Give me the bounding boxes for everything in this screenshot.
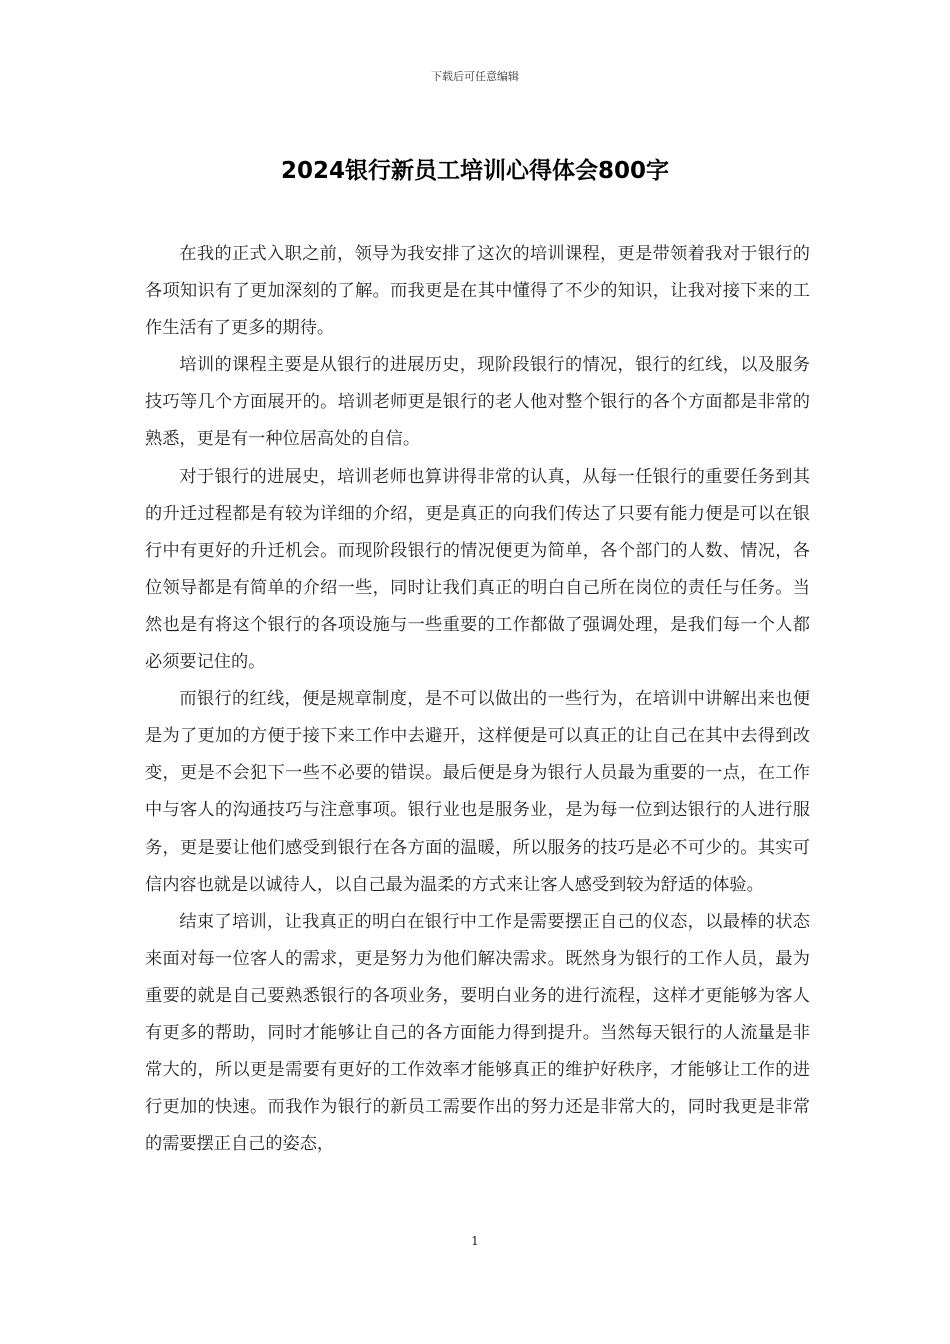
document-body: [145, 236, 810, 1163]
paragraph: 对于银行的进展史，培训老师也算讲得非常的认真，从每一任银行的重要任务到其的升迁过程都是有较为详细的介绍，更是真正的向我们传达了只要有能力便是可以在银行中有更好的升迁机会。而现阶段银行的情况便更为简单，各个部门的人数、情况，各位领导都是有简单的介绍一些，同时让我们真正的明白自己所在岗位的责任与任务。当然也是有将这个银行的各项设施与一些重要的工作都做了强调处理，是我们每一个人都必须要记住的。: [145, 466, 810, 673]
page-number: 1: [471, 1234, 479, 1248]
paragraph: 结束了培训，让我真正的明白在银行中工作是需要摆正自己的仪态，以最棒的状态来面对每一位客人的需求，更是努力为他们解决需求。既然身为银行的工作人员，最为重要的就是自己要熟悉银行的各项业务，要明白业务的进行流程，这样才更能够为客人有更多的帮助，同时才能够让自己的各方面能力得到提升。当然每天银行的人流量是非常大的，所以更是需要有更好的工作效率才能够真正的维护好秩序，才能够让工作的进行更加的快速。而我作为银行的新员工需要作出的努力还是非常大的，同时我更是非常的需要摆正自己的姿态，: [145, 911, 810, 1155]
paragraph: 而银行的红线，便是规章制度，是不可以做出的一些行为，在培训中讲解出来也便是为了更加的方便于接下来工作中去避开，这样便是可以真正的让自己在其中去得到改变，更是不会犯下一些不必要的错误。最后便是身为银行人员最为重要的一点，在工作中与客人的沟通技巧与注意事项。银行业也是服务业，是为每一位到达银行的人进行服务，更是要让他们感受到银行在各方面的温暖，所以服务的技巧是必不可少的。其实可信内容也就是以诚待人，以自己最为温柔的方式来让客人感受到较为舒适的体验。: [145, 689, 810, 895]
page-header-note: 下载后可任意编辑: [431, 70, 519, 83]
paragraph: 培训的课程主要是从银行的进展历史，现阶段银行的情况，银行的红线，以及服务技巧等几个方面展开的。培训老师更是银行的老人他对整个银行的各个方面都是非常的熟悉，更是有一种位居高处的自信。: [145, 355, 810, 450]
document-title: 2024银行新员工培训心得体会800字: [280, 158, 670, 184]
paragraph: 在我的正式入职之前，领导为我安排了这次的培训课程，更是带领着我对于银行的各项知识有了更加深刻的了解。而我更是在其中懂得了不少的知识，让我对接下来的工作生活有了更多的期待。: [145, 244, 810, 339]
